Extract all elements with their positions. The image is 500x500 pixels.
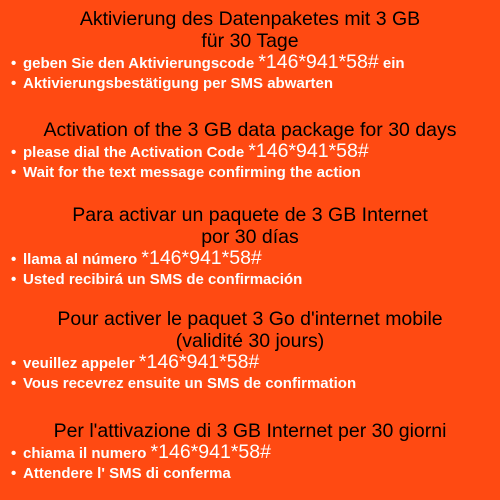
bullet-english-dial <box>0 141 500 163</box>
bullet-text: Usted recibirá un SMS de confirmación <box>23 271 303 288</box>
bullet-italian-dial <box>0 442 500 464</box>
heading-french-line2: (validité 30 jours) <box>175 330 325 352</box>
bullet-dot-icon: • <box>11 445 17 462</box>
bullet-german-sms <box>0 74 500 94</box>
bullet-english-sms <box>0 163 500 183</box>
bullet-french-sms <box>0 374 500 394</box>
bullet-dot-icon: • <box>11 75 17 92</box>
section-french <box>0 308 500 394</box>
bullet-dot-icon: • <box>11 55 17 72</box>
bullet-dot-icon: • <box>11 144 17 161</box>
section-spanish <box>0 204 500 290</box>
activation-code: *146*941*58# <box>141 247 262 269</box>
bullet-text: please dial the Activation Code <box>23 144 245 161</box>
activation-code: *146*941*58# <box>258 51 379 73</box>
heading-spanish-line1: Para activar un paquete de 3 GB Internet <box>72 204 428 226</box>
bullet-german-dial <box>0 52 500 74</box>
bullet-dot-icon: • <box>11 375 17 392</box>
bullet-dot-icon: • <box>11 164 17 181</box>
bullet-spanish-sms <box>0 270 500 290</box>
heading-italian-line1: Per l'attivazione di 3 GB Internet per 30 giorni <box>53 420 447 442</box>
bullet-text-after: ein <box>382 55 405 72</box>
bullet-text: veuillez appeler <box>23 355 135 372</box>
heading-spanish-line2: por 30 días <box>201 226 299 248</box>
bullet-text: Wait for the text message confirming the action <box>23 164 361 181</box>
section-english <box>0 119 500 183</box>
bullet-dot-icon: • <box>11 251 17 268</box>
activation-code: *146*941*58# <box>150 441 271 463</box>
heading-english-line1: Activation of the 3 GB data package for 30 days <box>43 119 457 141</box>
activation-code: *146*941*58# <box>138 351 260 373</box>
bullet-text: Aktivierungsbestätigung per SMS abwarten <box>23 75 334 92</box>
bullet-spanish-dial <box>0 248 500 270</box>
activation-code: *146*941*58# <box>248 140 369 162</box>
section-german <box>0 8 500 94</box>
heading-french-line1: Pour activer le paquet 3 Go d'internet mobile <box>57 308 443 330</box>
bullet-text: chiama il numero <box>23 445 147 462</box>
bullet-dot-icon: • <box>11 465 17 482</box>
bullet-italian-sms <box>0 464 500 484</box>
heading-german-line1: Aktivierung des Datenpaketes mit 3 GB <box>79 8 421 30</box>
bullet-text: Vous recevrez ensuite un SMS de confirmation <box>23 375 357 392</box>
section-italian <box>0 420 500 484</box>
bullet-french-dial <box>0 352 500 374</box>
bullet-dot-icon: • <box>11 355 17 372</box>
heading-german-line2: für 30 Tage <box>201 30 299 52</box>
bullet-text: llama al número <box>23 251 138 268</box>
bullet-dot-icon: • <box>11 271 17 288</box>
bullet-text: geben Sie den Aktivierungscode <box>23 55 255 72</box>
bullet-text: Attendere l' SMS di conferma <box>23 465 231 482</box>
